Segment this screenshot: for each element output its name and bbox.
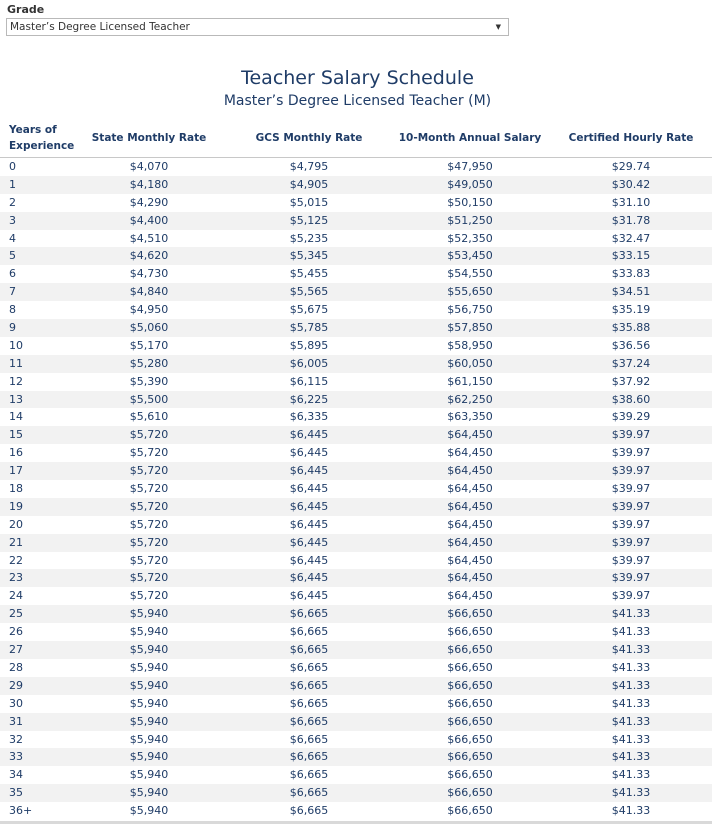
header-years-line2: Experience [9, 140, 75, 152]
cell-annual-salary: $66,650 [447, 750, 493, 764]
cell-state-monthly-rate: $5,170 [129, 338, 169, 352]
cell-certified-hourly-rate: $36.56 [611, 338, 651, 352]
cell-years-of-experience: 25 [9, 607, 23, 621]
header-annual-salary[interactable]: 10-Month Annual Salary [398, 132, 542, 144]
cell-years-of-experience: 9 [9, 321, 16, 335]
cell-annual-salary: $66,650 [447, 804, 493, 818]
cell-years-of-experience: 15 [9, 428, 23, 442]
cell-gcs-monthly-rate: $6,665 [289, 732, 329, 746]
cell-annual-salary: $64,450 [447, 499, 493, 513]
cell-state-monthly-rate: $5,940 [129, 786, 169, 800]
table-row [0, 498, 712, 516]
cell-years-of-experience: 21 [9, 535, 23, 549]
cell-gcs-monthly-rate: $5,455 [289, 267, 329, 281]
header-years-line1: Years of [9, 124, 57, 136]
cell-annual-salary: $66,650 [447, 678, 493, 692]
chevron-down-icon[interactable]: ▼ [495, 23, 501, 31]
cell-years-of-experience: 24 [9, 589, 23, 603]
cell-certified-hourly-rate: $41.33 [611, 750, 651, 764]
cell-gcs-monthly-rate: $4,905 [289, 177, 329, 191]
table-row [0, 605, 712, 623]
cell-certified-hourly-rate: $38.60 [611, 392, 651, 406]
table-row [0, 677, 712, 695]
cell-certified-hourly-rate: $39.29 [611, 410, 651, 424]
table-row [0, 391, 712, 409]
cell-certified-hourly-rate: $39.97 [611, 517, 651, 531]
cell-gcs-monthly-rate: $6,005 [289, 356, 329, 370]
cell-years-of-experience: 34 [9, 768, 23, 782]
cell-state-monthly-rate: $5,940 [129, 607, 169, 621]
table-row [0, 301, 712, 319]
cell-gcs-monthly-rate: $6,665 [289, 678, 329, 692]
cell-gcs-monthly-rate: $6,445 [289, 553, 329, 567]
cell-certified-hourly-rate: $37.92 [611, 374, 651, 388]
cell-state-monthly-rate: $5,940 [129, 643, 169, 657]
cell-years-of-experience: 32 [9, 732, 23, 746]
table-row [0, 373, 712, 391]
page-subtitle: Master’s Degree Licensed Teacher (M) [223, 93, 492, 109]
cell-gcs-monthly-rate: $6,665 [289, 786, 329, 800]
table-row [0, 784, 712, 802]
cell-certified-hourly-rate: $31.78 [611, 213, 651, 227]
cell-state-monthly-rate: $5,940 [129, 750, 169, 764]
grade-dropdown[interactable] [6, 18, 509, 36]
cell-certified-hourly-rate: $31.10 [611, 195, 651, 209]
cell-state-monthly-rate: $5,720 [129, 499, 169, 513]
cell-annual-salary: $51,250 [447, 213, 493, 227]
cell-gcs-monthly-rate: $6,445 [289, 589, 329, 603]
cell-gcs-monthly-rate: $6,665 [289, 643, 329, 657]
cell-annual-salary: $53,450 [447, 249, 493, 263]
cell-annual-salary: $66,650 [447, 607, 493, 621]
cell-years-of-experience: 18 [9, 482, 23, 496]
cell-annual-salary: $66,650 [447, 625, 493, 639]
cell-annual-salary: $52,350 [447, 231, 493, 245]
cell-years-of-experience: 19 [9, 499, 23, 513]
cell-annual-salary: $47,950 [447, 160, 493, 173]
cell-annual-salary: $57,850 [447, 321, 493, 335]
grade-filter-label: Grade [7, 3, 45, 16]
table-row [0, 158, 712, 176]
table-row [0, 731, 712, 749]
cell-years-of-experience: 12 [9, 374, 23, 388]
cell-gcs-monthly-rate: $5,345 [289, 249, 329, 263]
cell-annual-salary: $64,450 [447, 589, 493, 603]
cell-years-of-experience: 26 [9, 625, 23, 639]
table-row [0, 659, 712, 677]
cell-state-monthly-rate: $5,390 [129, 374, 169, 388]
cell-gcs-monthly-rate: $6,665 [289, 625, 329, 639]
table-row [0, 462, 712, 480]
cell-years-of-experience: 13 [9, 392, 23, 406]
cell-years-of-experience: 16 [9, 446, 23, 460]
cell-certified-hourly-rate: $41.33 [611, 660, 651, 674]
cell-years-of-experience: 0 [9, 160, 16, 173]
cell-annual-salary: $56,750 [447, 303, 493, 317]
cell-gcs-monthly-rate: $6,445 [289, 571, 329, 585]
cell-certified-hourly-rate: $39.97 [611, 464, 651, 478]
table-row [0, 355, 712, 373]
cell-state-monthly-rate: $4,180 [129, 177, 169, 191]
cell-state-monthly-rate: $4,840 [129, 285, 169, 299]
cell-years-of-experience: 28 [9, 660, 23, 674]
cell-state-monthly-rate: $5,940 [129, 732, 169, 746]
cell-gcs-monthly-rate: $5,235 [289, 231, 329, 245]
cell-annual-salary: $66,650 [447, 768, 493, 782]
cell-years-of-experience: 30 [9, 696, 23, 710]
cell-state-monthly-rate: $5,720 [129, 464, 169, 478]
cell-certified-hourly-rate: $30.42 [611, 177, 651, 191]
cell-state-monthly-rate: $4,070 [129, 160, 169, 173]
cell-certified-hourly-rate: $29.74 [611, 160, 651, 173]
cell-certified-hourly-rate: $41.33 [611, 678, 651, 692]
table-row [0, 802, 712, 820]
cell-annual-salary: $64,450 [447, 428, 493, 442]
table-row [0, 623, 712, 641]
cell-gcs-monthly-rate: $6,115 [289, 374, 329, 388]
cell-years-of-experience: 17 [9, 464, 23, 478]
salary-table-body [0, 158, 712, 820]
table-row [0, 247, 712, 265]
cell-gcs-monthly-rate: $6,335 [289, 410, 329, 424]
table-row [0, 766, 712, 784]
cell-years-of-experience: 35 [9, 786, 23, 800]
cell-certified-hourly-rate: $35.19 [611, 303, 651, 317]
cell-state-monthly-rate: $5,610 [129, 410, 169, 424]
cell-annual-salary: $64,450 [447, 482, 493, 496]
header-gcs-monthly-rate[interactable]: GCS Monthly Rate [255, 132, 363, 144]
cell-annual-salary: $60,050 [447, 356, 493, 370]
table-row [0, 552, 712, 570]
cell-annual-salary: $55,650 [447, 285, 493, 299]
cell-years-of-experience: 7 [9, 285, 16, 299]
cell-certified-hourly-rate: $34.51 [611, 285, 651, 299]
cell-certified-hourly-rate: $33.83 [611, 267, 651, 281]
cell-years-of-experience: 3 [9, 213, 16, 227]
cell-gcs-monthly-rate: $4,795 [289, 160, 329, 173]
cell-gcs-monthly-rate: $5,785 [289, 321, 329, 335]
cell-state-monthly-rate: $5,940 [129, 714, 169, 728]
cell-certified-hourly-rate: $41.33 [611, 804, 651, 818]
cell-annual-salary: $62,250 [447, 392, 493, 406]
cell-gcs-monthly-rate: $6,445 [289, 482, 329, 496]
header-years-of-experience[interactable] [9, 122, 79, 154]
table-row [0, 516, 712, 534]
cell-state-monthly-rate: $5,720 [129, 446, 169, 460]
table-row [0, 230, 712, 248]
cell-annual-salary: $64,450 [447, 571, 493, 585]
cell-state-monthly-rate: $5,940 [129, 768, 169, 782]
cell-certified-hourly-rate: $39.97 [611, 589, 651, 603]
cell-years-of-experience: 31 [9, 714, 23, 728]
cell-annual-salary: $50,150 [447, 195, 493, 209]
cell-certified-hourly-rate: $35.88 [611, 321, 651, 335]
cell-certified-hourly-rate: $39.97 [611, 499, 651, 513]
page-title: Teacher Salary Schedule [241, 67, 474, 89]
cell-annual-salary: $66,650 [447, 643, 493, 657]
table-row [0, 534, 712, 552]
table-row [0, 748, 712, 766]
cell-years-of-experience: 11 [9, 356, 23, 370]
cell-certified-hourly-rate: $41.33 [611, 696, 651, 710]
cell-annual-salary: $64,450 [447, 464, 493, 478]
cell-gcs-monthly-rate: $6,665 [289, 750, 329, 764]
cell-annual-salary: $49,050 [447, 177, 493, 191]
cell-gcs-monthly-rate: $6,665 [289, 768, 329, 782]
table-row [0, 337, 712, 355]
cell-certified-hourly-rate: $41.33 [611, 625, 651, 639]
cell-years-of-experience: 29 [9, 678, 23, 692]
cell-state-monthly-rate: $5,720 [129, 482, 169, 496]
cell-state-monthly-rate: $5,940 [129, 804, 169, 818]
table-row [0, 319, 712, 337]
table-row [0, 176, 712, 194]
cell-gcs-monthly-rate: $6,445 [289, 499, 329, 513]
cell-state-monthly-rate: $5,720 [129, 589, 169, 603]
cell-years-of-experience: 8 [9, 303, 16, 317]
cell-state-monthly-rate: $5,940 [129, 660, 169, 674]
cell-gcs-monthly-rate: $6,665 [289, 607, 329, 621]
cell-years-of-experience: 2 [9, 195, 16, 209]
cell-annual-salary: $58,950 [447, 338, 493, 352]
cell-state-monthly-rate: $5,940 [129, 696, 169, 710]
cell-state-monthly-rate: $5,940 [129, 625, 169, 639]
cell-state-monthly-rate: $5,060 [129, 321, 169, 335]
table-row [0, 713, 712, 731]
cell-certified-hourly-rate: $41.33 [611, 732, 651, 746]
cell-annual-salary: $64,450 [447, 446, 493, 460]
cell-certified-hourly-rate: $39.97 [611, 571, 651, 585]
cell-state-monthly-rate: $4,510 [129, 231, 169, 245]
cell-state-monthly-rate: $5,720 [129, 571, 169, 585]
header-certified-hourly-rate[interactable]: Certified Hourly Rate [568, 132, 694, 144]
table-row [0, 212, 712, 230]
table-row [0, 569, 712, 587]
cell-certified-hourly-rate: $39.97 [611, 428, 651, 442]
cell-gcs-monthly-rate: $5,675 [289, 303, 329, 317]
cell-gcs-monthly-rate: $6,665 [289, 696, 329, 710]
table-header [0, 121, 712, 158]
cell-certified-hourly-rate: $41.33 [611, 714, 651, 728]
cell-annual-salary: $64,450 [447, 553, 493, 567]
table-row [0, 695, 712, 713]
cell-gcs-monthly-rate: $6,665 [289, 660, 329, 674]
cell-years-of-experience: 5 [9, 249, 16, 263]
table-row [0, 444, 712, 462]
cell-state-monthly-rate: $5,720 [129, 517, 169, 531]
cell-gcs-monthly-rate: $6,445 [289, 464, 329, 478]
table-row [0, 194, 712, 212]
cell-gcs-monthly-rate: $6,445 [289, 428, 329, 442]
cell-annual-salary: $64,450 [447, 535, 493, 549]
cell-state-monthly-rate: $5,940 [129, 678, 169, 692]
table-row [0, 265, 712, 283]
cell-gcs-monthly-rate: $5,895 [289, 338, 329, 352]
cell-gcs-monthly-rate: $6,445 [289, 446, 329, 460]
cell-state-monthly-rate: $4,730 [129, 267, 169, 281]
cell-gcs-monthly-rate: $6,225 [289, 392, 329, 406]
cell-certified-hourly-rate: $39.97 [611, 446, 651, 460]
cell-gcs-monthly-rate: $6,665 [289, 804, 329, 818]
cell-years-of-experience: 1 [9, 177, 16, 191]
cell-annual-salary: $64,450 [447, 517, 493, 531]
cell-certified-hourly-rate: $33.15 [611, 249, 651, 263]
cell-gcs-monthly-rate: $5,015 [289, 195, 329, 209]
cell-annual-salary: $66,650 [447, 696, 493, 710]
cell-annual-salary: $66,650 [447, 714, 493, 728]
cell-annual-salary: $63,350 [447, 410, 493, 424]
cell-gcs-monthly-rate: $6,665 [289, 714, 329, 728]
table-row [0, 480, 712, 498]
table-row [0, 587, 712, 605]
cell-state-monthly-rate: $4,620 [129, 249, 169, 263]
cell-annual-salary: $66,650 [447, 732, 493, 746]
cell-years-of-experience: 14 [9, 410, 23, 424]
cell-annual-salary: $61,150 [447, 374, 493, 388]
cell-state-monthly-rate: $5,280 [129, 356, 169, 370]
grade-dropdown-value: Master’s Degree Licensed Teacher [10, 21, 190, 33]
cell-years-of-experience: 4 [9, 231, 16, 245]
cell-annual-salary: $66,650 [447, 786, 493, 800]
cell-years-of-experience: 10 [9, 338, 23, 352]
cell-state-monthly-rate: $4,950 [129, 303, 169, 317]
cell-annual-salary: $54,550 [447, 267, 493, 281]
cell-years-of-experience: 20 [9, 517, 23, 531]
cell-certified-hourly-rate: $41.33 [611, 643, 651, 657]
cell-state-monthly-rate: $5,500 [129, 392, 169, 406]
table-row [0, 283, 712, 301]
cell-certified-hourly-rate: $39.97 [611, 535, 651, 549]
cell-state-monthly-rate: $5,720 [129, 428, 169, 442]
cell-certified-hourly-rate: $39.97 [611, 553, 651, 567]
cell-certified-hourly-rate: $41.33 [611, 786, 651, 800]
cell-state-monthly-rate: $5,720 [129, 553, 169, 567]
cell-years-of-experience: 6 [9, 267, 16, 281]
table-row [0, 641, 712, 659]
cell-years-of-experience: 23 [9, 571, 23, 585]
cell-years-of-experience: 33 [9, 750, 23, 764]
table-bottom-divider [0, 821, 712, 824]
header-state-monthly-rate[interactable]: State Monthly Rate [91, 132, 207, 144]
cell-gcs-monthly-rate: $6,445 [289, 535, 329, 549]
cell-state-monthly-rate: $4,290 [129, 195, 169, 209]
cell-state-monthly-rate: $4,400 [129, 213, 169, 227]
cell-years-of-experience: 22 [9, 553, 23, 567]
cell-gcs-monthly-rate: $5,565 [289, 285, 329, 299]
cell-state-monthly-rate: $5,720 [129, 535, 169, 549]
cell-years-of-experience: 36+ [9, 804, 33, 818]
cell-certified-hourly-rate: $32.47 [611, 231, 651, 245]
cell-certified-hourly-rate: $41.33 [611, 607, 651, 621]
cell-gcs-monthly-rate: $6,445 [289, 517, 329, 531]
cell-certified-hourly-rate: $39.97 [611, 482, 651, 496]
cell-annual-salary: $66,650 [447, 660, 493, 674]
cell-certified-hourly-rate: $41.33 [611, 768, 651, 782]
cell-gcs-monthly-rate: $5,125 [289, 213, 329, 227]
table-row [0, 426, 712, 444]
table-row [0, 408, 712, 426]
cell-years-of-experience: 27 [9, 643, 23, 657]
cell-certified-hourly-rate: $37.24 [611, 356, 651, 370]
